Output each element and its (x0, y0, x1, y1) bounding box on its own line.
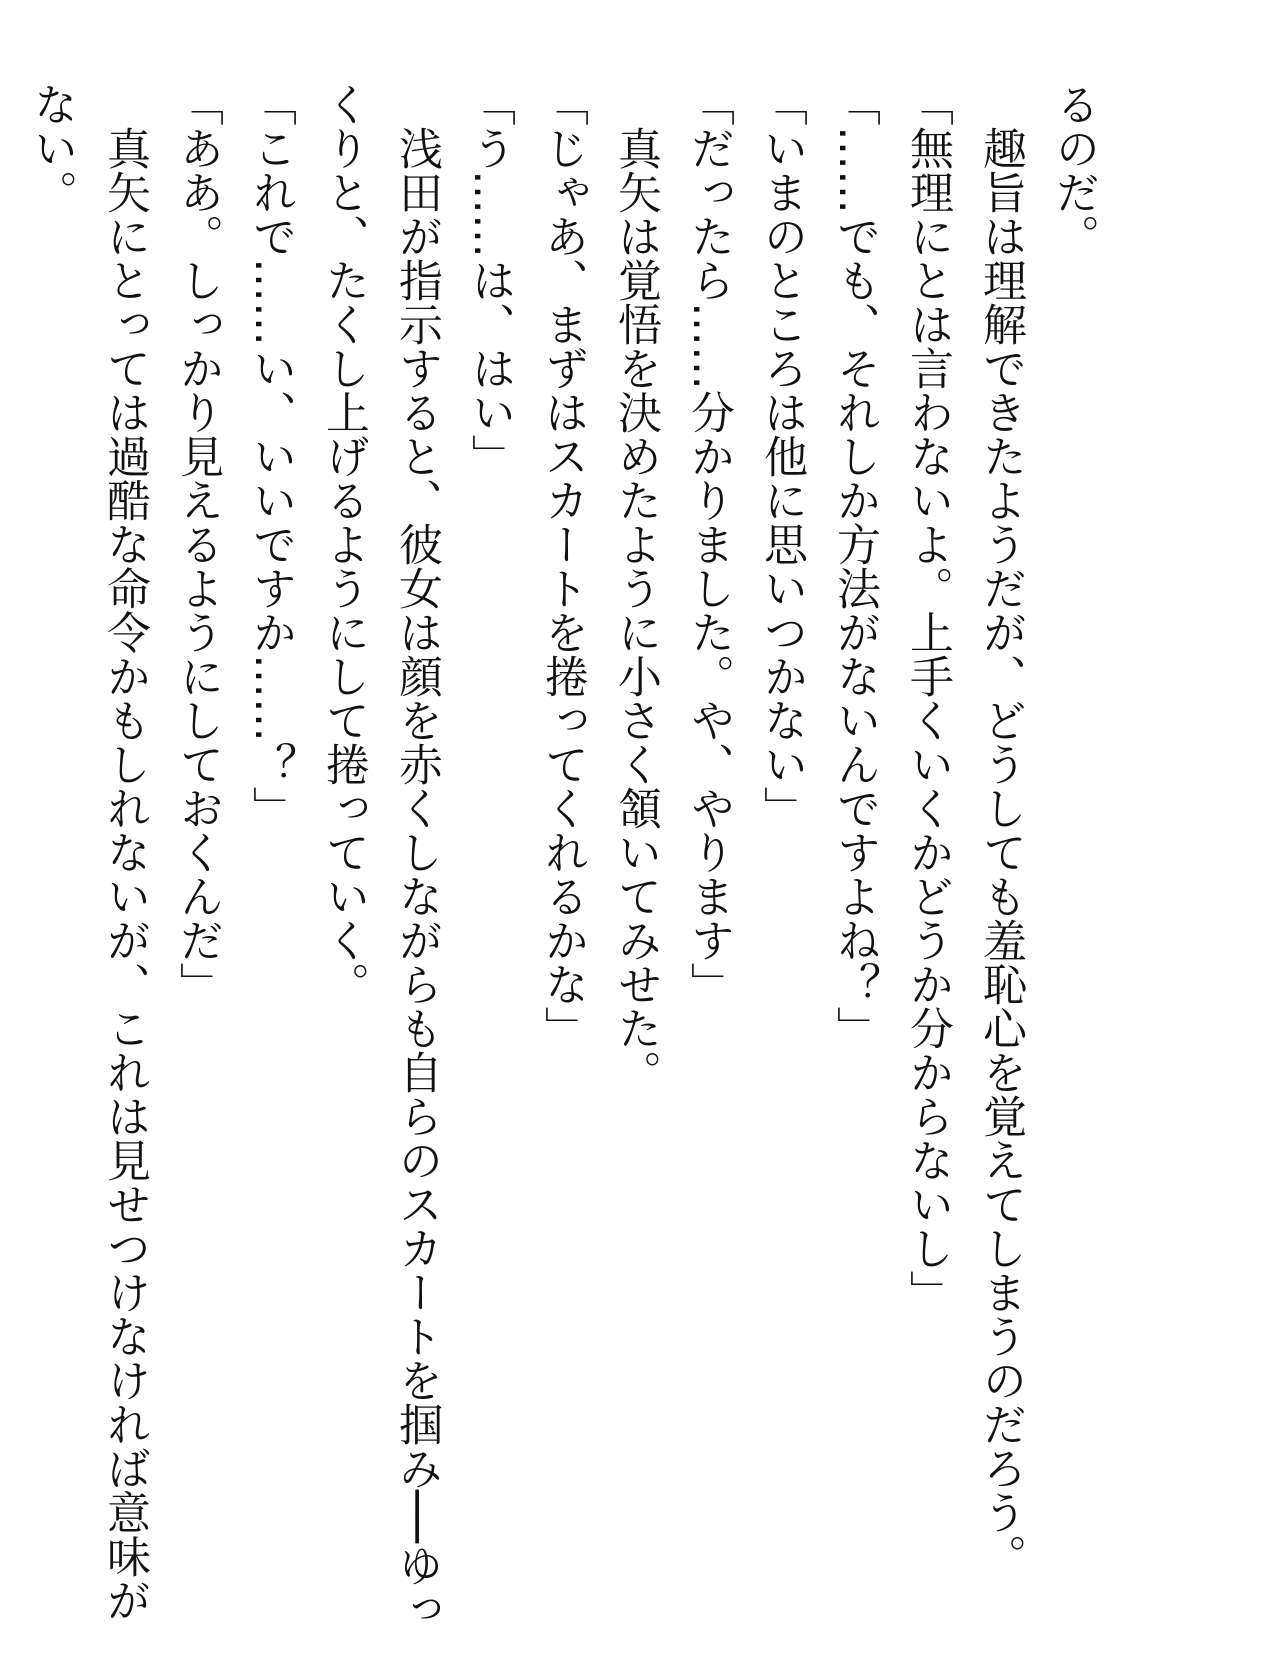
text-line: 「ああ。しっかり見えるようにしておくんだ」 (172, 82, 223, 1006)
text-line: ない。 (26, 82, 77, 214)
text-line: 真矢にとっては過酷な命令かもしれないが、これは見せつけなければ意味が (99, 82, 150, 1622)
vertical-text-body (15, 82, 1110, 1631)
text-line: 趣旨は理解できたようだが、どうしても羞恥心を覚えてしまうのだろう。 (975, 82, 1026, 1578)
text-line: 「だったら……分かりました。や、やります」 (683, 82, 734, 1006)
text-line: 「……でも、それしか方法がないんですよね？」 (829, 82, 880, 1050)
text-line: 真矢は覚悟を決めたように小さく頷いてみせた。 (610, 82, 661, 1094)
text-line: 「う……は、はい」 (464, 82, 515, 478)
text-line: 「これで……い、いいですか……？」 (245, 82, 296, 830)
text-line: 「いまのところは他に思いつかない」 (756, 82, 807, 830)
text-line: るのだ。 (1048, 82, 1099, 258)
text-line: 「じゃあ、まずはスカートを捲ってくれるかな」 (537, 82, 588, 1050)
text-line: くりと、たくし上げるようにして捲っていく。 (318, 82, 369, 1006)
text-line: 浅田が指示すると、彼女は顔を赤くしながらも自らのスカートを掴み──ゆっ (391, 82, 442, 1631)
text-line: 「無理にとは言わないよ。上手くいくかどうか分からないし」 (902, 82, 953, 1314)
